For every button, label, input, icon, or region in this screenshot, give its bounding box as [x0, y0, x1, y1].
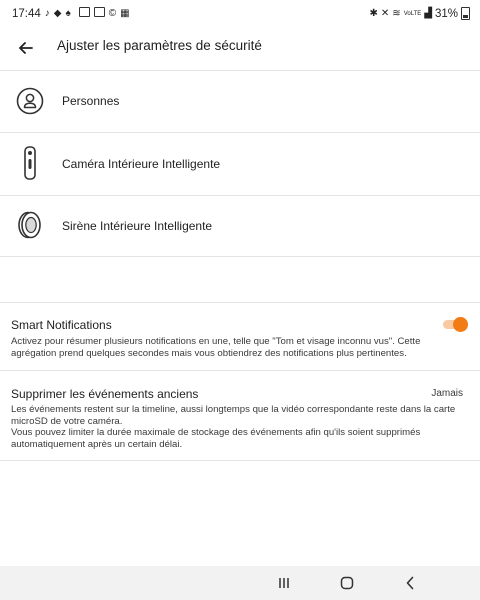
network-label: VoLTE [403, 10, 422, 17]
delete-old-events-description [11, 404, 461, 450]
device-row-persons[interactable] [0, 71, 480, 133]
photo-icon [79, 7, 90, 21]
wifi-icon: ≋ [392, 7, 401, 19]
copyright-icon: © [108, 8, 117, 19]
delete-old-events-setting[interactable] [0, 371, 480, 459]
page-title: Ajuster les paramètres de sécurité [57, 38, 262, 53]
battery-percent: 31% [434, 7, 458, 20]
bluetooth-icon: ✱ [369, 7, 378, 19]
device-label-camera: Caméra Intérieure Intelligente [62, 157, 221, 171]
divider [0, 460, 480, 461]
smart-notifications-setting [0, 303, 480, 369]
person-icon [16, 85, 44, 117]
mute-icon: ✕ [380, 7, 390, 19]
delete-old-events-description-line1: Les événements restent sur la timeline, aussi longtemps que la vidéo correspondante reste dans la carte microSD de votre caméra. [11, 404, 456, 427]
back-arrow-icon [19, 42, 33, 54]
android-icon: ♠ [65, 8, 71, 19]
camera-icon [16, 147, 44, 179]
home-icon [340, 576, 354, 590]
smart-notifications-description: Activez pour résumer plusieurs notifications en une, telle que "Tom et visage inconnu vus". Cette agrégation prend quelques secondes mais vous obtiendrez des notifications plus pertinentes. [11, 336, 421, 359]
smart-notifications-title: Smart Notifications [11, 318, 112, 332]
system-nav-bar [0, 566, 480, 600]
delete-old-events-title: Supprimer les événements anciens [11, 387, 199, 401]
tiktok-icon: ♪ [44, 8, 50, 19]
grid-icon: ▦ [120, 8, 130, 19]
signal-icon: ▟ [424, 7, 432, 19]
recent-apps-icon [278, 577, 290, 589]
device-row-siren[interactable] [0, 196, 480, 258]
divider [0, 256, 480, 257]
device-label-siren: Sirène Intérieure Intelligente [62, 219, 213, 233]
diamond-icon: ◆ [53, 8, 62, 19]
image-icon [94, 7, 105, 21]
home-button[interactable] [337, 574, 357, 592]
status-time: 17:44 [12, 8, 41, 20]
smart-notifications-toggle[interactable] [443, 317, 467, 331]
device-row-camera[interactable] [0, 133, 480, 195]
recent-apps-button[interactable] [274, 574, 294, 592]
app-bar [0, 28, 480, 68]
back-button[interactable] [14, 37, 38, 59]
battery-icon [461, 7, 470, 20]
back-icon [405, 576, 415, 590]
status-bar-left [12, 7, 130, 21]
status-bar [0, 0, 480, 28]
toggle-thumb [453, 317, 468, 332]
delete-old-events-value[interactable]: Jamais [431, 388, 463, 399]
siren-icon [16, 209, 44, 241]
device-label-persons: Personnes [62, 94, 120, 108]
nav-back-button[interactable] [400, 574, 420, 592]
delete-old-events-description-line2: Vous pouvez limiter la durée maximale de stockage des événements afin qu'ils soient supprimés automatiquement après un certain délai. [11, 427, 421, 450]
status-bar-right [370, 7, 470, 20]
